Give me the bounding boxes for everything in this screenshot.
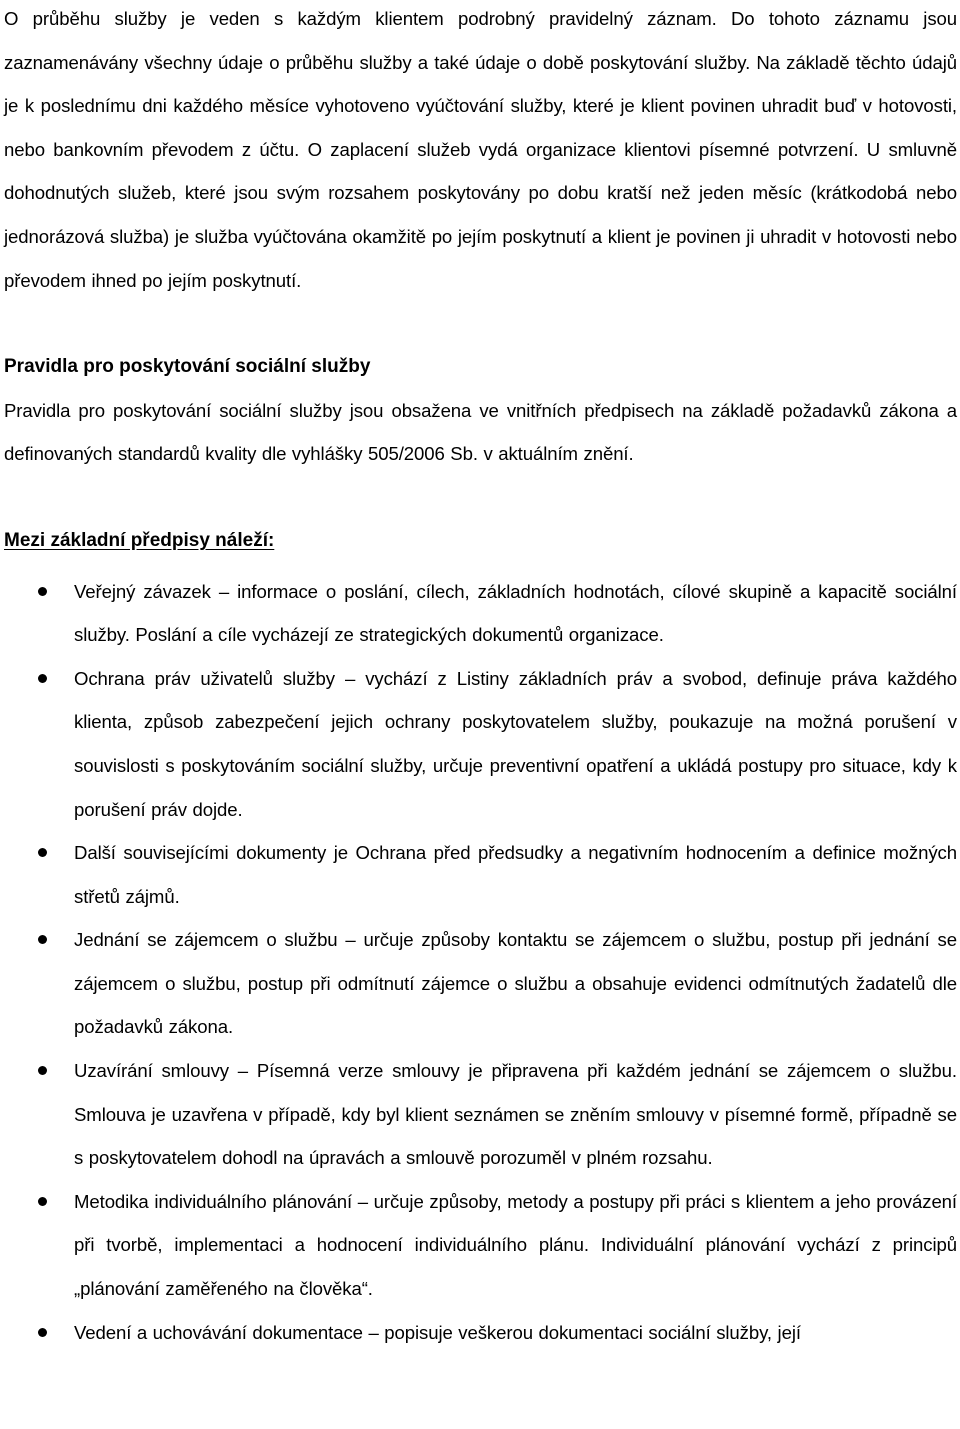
bullet-icon	[38, 935, 47, 944]
list-item-text: Další souvisejícími dokumenty je Ochrana před předsudky a negativním hodnocením a definice možných střetů zájmů.	[74, 842, 957, 907]
list-item	[4, 657, 957, 831]
bullet-icon	[38, 1197, 47, 1206]
document-page	[4, 0, 957, 1354]
list-item	[4, 1311, 957, 1355]
list-item	[4, 570, 957, 657]
regulations-heading: Mezi základní předpisy náleží:	[4, 529, 275, 551]
rules-paragraph: Pravidla pro poskytování sociální služby jsou obsažena ve vnitřních předpisech na základě požadavků zákona a definovaných standardů kvality dle vyhlášky 505/2006 Sb. v aktuálním znění.	[4, 399, 957, 465]
list-item-text: Metodika individuálního plánování – určuje způsoby, metody a postupy při práci s klientem a jeho provázení při tvorbě, implementaci a hodnocení individuálního plánu. Individuální plánování vychází z principů „plánování zaměřeného na člověka“.	[74, 1190, 957, 1300]
intro-paragraph: O průběhu služby je veden s každým klientem podrobný pravidelný záznam. Do tohoto záznamu jsou zaznamenávány všechny údaje o průběhu služby a také údaje o době poskytování služby. Na základě těchto údajů je k poslednímu dni každého měsíce vyhotoveno vyúčtování služby, které je klient povinen uhradit buď v hotovosti, nebo bankovním převodem z účtu. O zaplacení služeb vydá organizace klientovi písemné potvrzení. U smluvně dohodnutých služeb, které jsou svým rozsahem poskytovány po dobu kratší než jeden měsíc (krátkodobá nebo jednorázová služba) je služba vyúčtována okamžitě po jejím poskytnutí a klient je povinen ji uhradit v hotovosti nebo převodem ihned po jejím poskytnutí.	[4, 8, 957, 291]
list-item	[4, 831, 957, 918]
bullet-icon	[38, 1066, 47, 1075]
bullet-icon	[38, 587, 47, 596]
bullet-icon	[38, 674, 47, 683]
bullet-icon	[38, 1328, 47, 1337]
regulations-list	[4, 570, 957, 1355]
list-item	[4, 1180, 957, 1311]
list-item	[4, 918, 957, 1049]
rules-heading: Pravidla pro poskytování sociální služby	[4, 356, 371, 378]
bullet-icon	[38, 848, 47, 857]
list-item	[4, 1049, 957, 1180]
list-item-text: Ochrana práv uživatelů služby – vychází z Listiny základních práv a svobod, definuje práva každého klienta, způsob zabezpečení jejich ochrany poskytovatelem služby, poukazuje na možná porušení v souvislosti s poskytováním sociální služby, určuje preventivní opatření a ukládá postupy pro situace, kdy k porušení práv dojde.	[74, 667, 957, 820]
list-item-text: Veřejný závazek – informace o poslání, cílech, základních hodnotách, cílové skupině a kapacitě sociální služby. Poslání a cíle vycházejí ze strategických dokumentů organizace.	[74, 580, 957, 646]
list-item-text: Jednání se zájemcem o službu – určuje způsoby kontaktu se zájemcem o službu, postup při jednání se zájemcem o službu, postup při odmítnutí zájemce o službu a obsahuje evidenci odmítnutých žadatelů dle požadavků zákona.	[74, 929, 957, 1038]
list-item-text: Uzavírání smlouvy – Písemná verze smlouvy je připravena při každém jednání se zájemcem o službu. Smlouva je uzavřena v případě, kdy byl klient seznámen se zněním smlouvy v písemné formě, případně se s poskytovatelem dohodl na úpravách a smlouvě porozuměl v plném rozsahu.	[74, 1060, 957, 1169]
list-item-text: Vedení a uchovávání dokumentace – popisuje veškerou dokumentaci sociální služby, její	[74, 1321, 801, 1343]
